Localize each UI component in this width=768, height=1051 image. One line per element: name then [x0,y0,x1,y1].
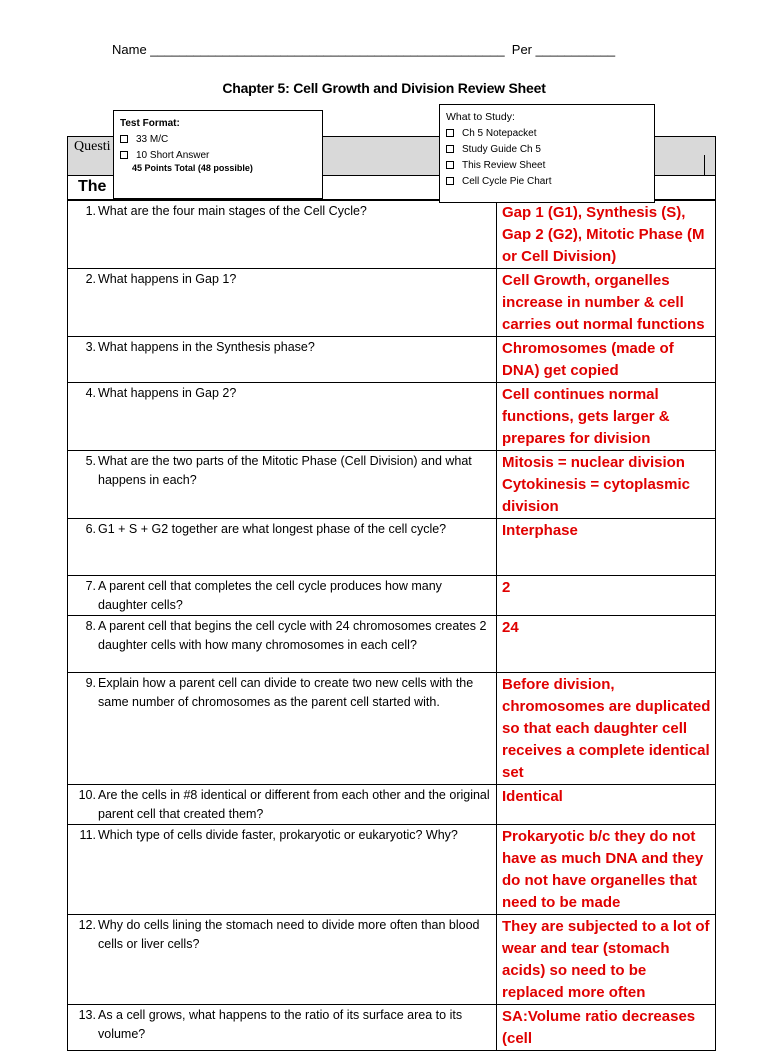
section-heading: The [78,178,107,195]
what-to-study-box [439,104,655,203]
answer-cell: Chromosomes (made of DNA) get copied [497,337,716,383]
checkbox-icon[interactable] [446,161,454,169]
question-text: What happens in Gap 2? [98,386,237,400]
what-to-study-title: What to Study: [446,111,515,123]
question-cell: 12. Why do cells lining the stomach need to divide more often than blood cells or liver cells? [68,915,497,1005]
checkbox-icon[interactable] [120,135,128,143]
table-row [68,337,716,383]
question-cell: 3. What happens in the Synthesis phase? [68,337,497,383]
checkbox-icon[interactable] [446,177,454,185]
test-format-title: Test Format: [120,118,180,129]
table-row [68,915,716,1005]
table-row [68,825,716,915]
test-format-box [113,110,323,199]
question-text: G1 + S + G2 together are what longest phase of the cell cycle? [98,522,447,536]
checkbox-icon[interactable] [446,145,454,153]
page-title: Chapter 5: Cell Growth and Division Review Sheet [222,80,546,96]
answer-cell: 2 [497,576,716,616]
answer-cell: Before division, chromosomes are duplicated so that each daughter cell receives a complete identical set [497,673,716,785]
test-format-total: 45 Points Total (48 possible) [132,163,253,173]
answer-cell: SA:Volume ratio decreases (cell [497,1005,716,1051]
answer-cell: They are subjected to a lot of wear and tear (stomach acids) so need to be replaced more often [497,915,716,1005]
table-row [68,451,716,519]
question-cell: 7. A parent cell that completes the cell cycle produces how many daughter cells? [68,576,497,616]
question-cell: 8. A parent cell that begins the cell cycle with 24 chromosomes creates 2 daughter cells with how many chromosomes in each cell? [68,616,497,673]
test-format-item: 10 Short Answer [120,147,316,163]
study-item: Study Guide Ch 5 [446,141,648,157]
table-row [68,519,716,576]
question-text: Explain how a parent cell can divide to create two new cells with the same number of chromosomes as the parent cell started with. [98,676,474,709]
answer-cell: Cell continues normal functions, gets larger & prepares for division [497,383,716,451]
header-divider [704,155,705,175]
question-cell: 13. As a cell grows, what happens to the ratio of its surface area to its volume? [68,1005,497,1051]
question-text: What happens in the Synthesis phase? [98,340,315,354]
question-cell: 11. Which type of cells divide faster, prokaryotic or eukaryotic? Why? [68,825,497,915]
table-row [68,673,716,785]
question-text: A parent cell that begins the cell cycle with 24 chromosomes creates 2 daughter cells with how many chromosomes in each cell? [98,619,487,652]
answer-cell: Interphase [497,519,716,576]
question-text: Why do cells lining the stomach need to divide more often than blood cells or liver cells? [98,918,480,951]
table-row [68,576,716,616]
question-text: What are the two parts of the Mitotic Phase (Cell Division) and what happens in each? [98,454,472,487]
name-period-line: Name _________________________________________________ Per ___________ [112,42,616,57]
table-row [68,785,716,825]
question-text: What are the four main stages of the Cell Cycle? [98,204,367,218]
question-text: Which type of cells divide faster, prokaryotic or eukaryotic? Why? [98,828,458,842]
answer-cell: Prokaryotic b/c they do not have as much DNA and they do not have organelles that need to be made [497,825,716,915]
answer-cell: Cell Growth, organelles increase in number & cell carries out normal functions [497,269,716,337]
question-text: A parent cell that completes the cell cycle produces how many daughter cells? [98,579,442,612]
test-format-item: 33 M/C [120,131,316,147]
table-row [68,201,716,269]
study-item: This Review Sheet [446,157,648,173]
answer-cell: Gap 1 (G1), Synthesis (S), Gap 2 (G2), Mitotic Phase (M or Cell Division) [497,201,716,269]
question-cell: 9. Explain how a parent cell can divide to create two new cells with the same number of chromosomes as the parent cell started with. [68,673,497,785]
study-item: Ch 5 Notepacket [446,125,648,141]
checkbox-icon[interactable] [120,151,128,159]
question-text: Are the cells in #8 identical or different from each other and the original parent cell that created them? [98,788,490,821]
question-cell: 1. What are the four main stages of the Cell Cycle? [68,201,497,269]
table-row [68,383,716,451]
question-cell: 4. What happens in Gap 2? [68,383,497,451]
table-row [68,616,716,673]
question-text: As a cell grows, what happens to the ratio of its surface area to its volume? [98,1008,463,1041]
answer-cell: 24 [497,616,716,673]
question-text: What happens in Gap 1? [98,272,237,286]
table-row [68,1005,716,1051]
question-cell: 6. G1 + S + G2 together are what longest phase of the cell cycle? [68,519,497,576]
answer-cell: Mitosis = nuclear division Cytokinesis = cytoplasmic division [497,451,716,519]
review-table [67,200,716,1051]
question-cell: 5. What are the two parts of the Mitotic Phase (Cell Division) and what happens in each? [68,451,497,519]
study-item: Cell Cycle Pie Chart [446,173,648,189]
question-cell: 10. Are the cells in #8 identical or different from each other and the original parent cell that created them? [68,785,497,825]
checkbox-icon[interactable] [446,129,454,137]
table-row [68,269,716,337]
column-header-question: Questi [74,139,111,154]
question-cell: 2. What happens in Gap 1? [68,269,497,337]
answer-cell: Identical [497,785,716,825]
